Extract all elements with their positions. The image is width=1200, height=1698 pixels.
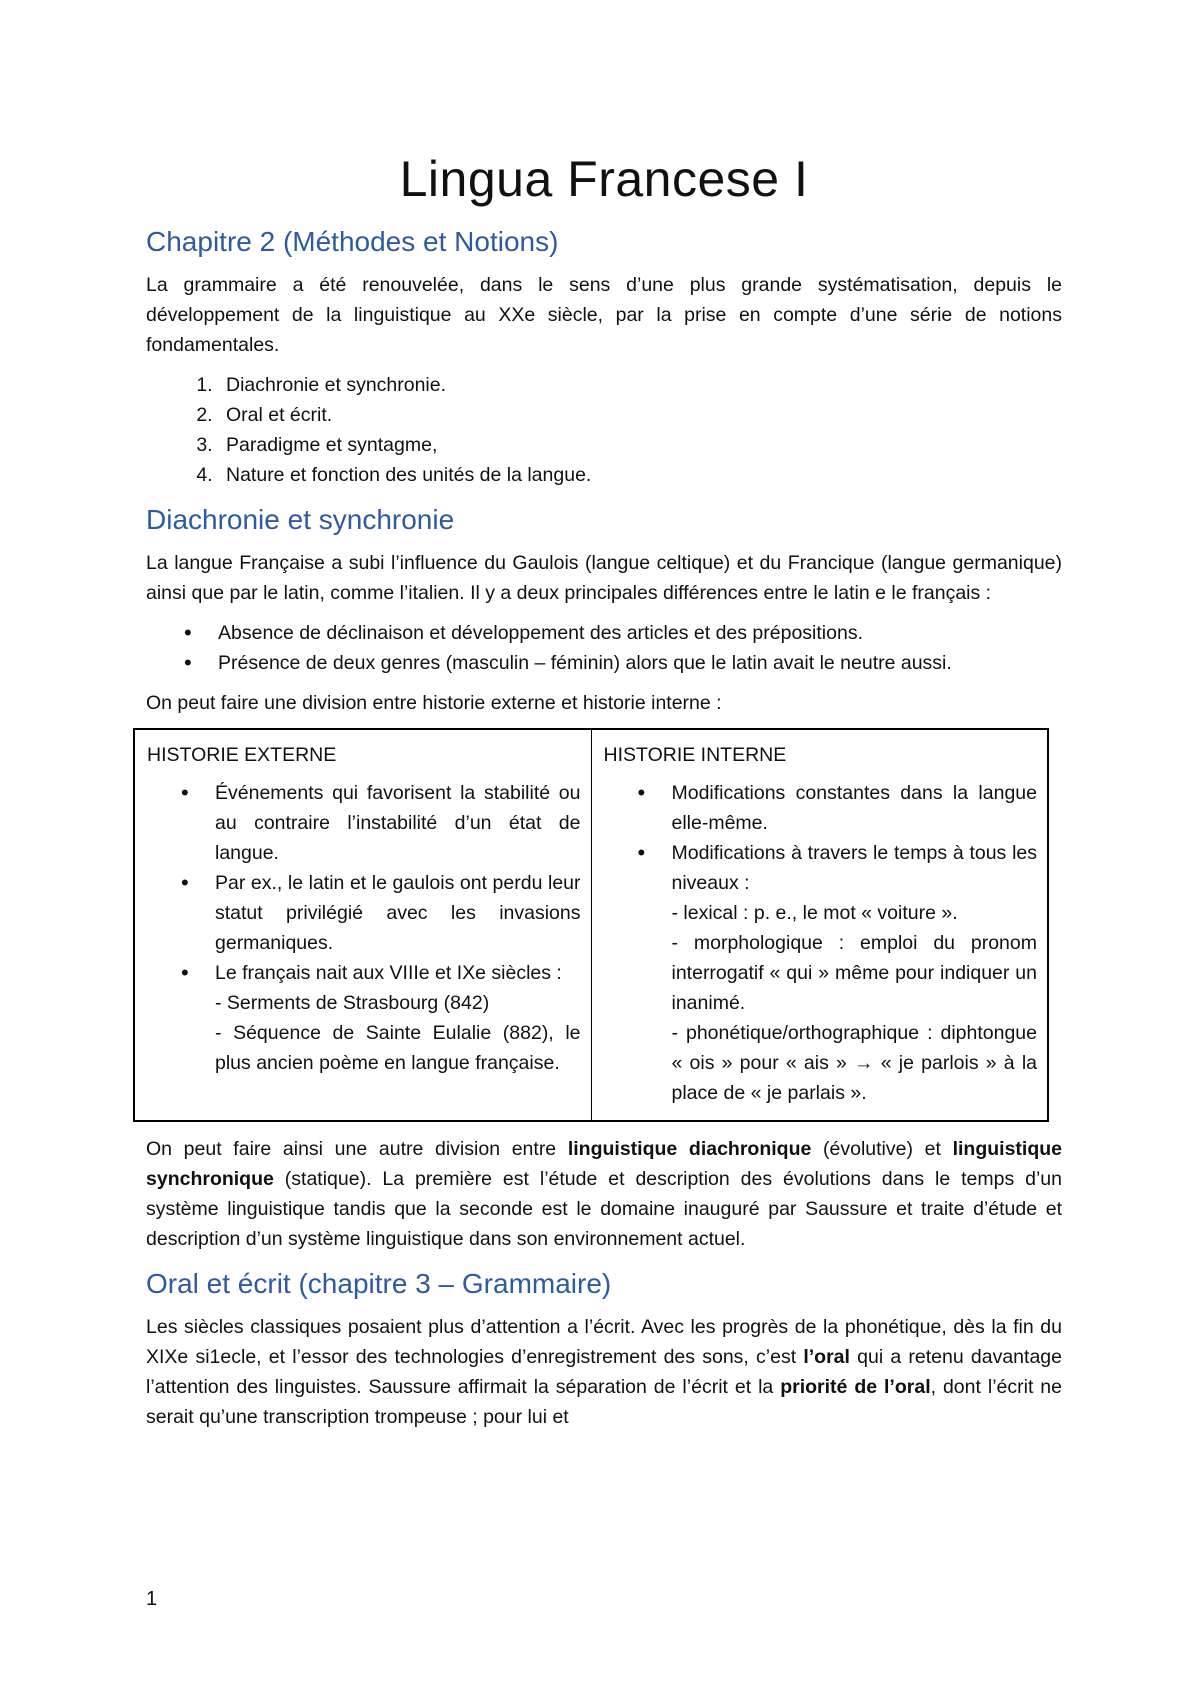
list-item: • Par ex., le latin et le gaulois ont perdu leur statut privilégié avec les invasions germaniques. xyxy=(215,868,581,958)
text-run: , dont l’écrit ne serait qu’une transcription trompeuse ; pour lui et xyxy=(146,1376,1062,1428)
historie-interne-header: HISTORIE INTERNE xyxy=(603,744,787,766)
item-text: Le français nait aux VIIIe et IXe siècles : xyxy=(215,962,562,984)
diachronie-heading: Diachronie et synchronie xyxy=(146,504,455,535)
linguistique-paragraph xyxy=(146,1134,1062,1254)
list-item: • Événements qui favorisent la stabilité ou au contraire l’instabilité d’un état de langue. xyxy=(215,778,581,868)
page-number: 1 xyxy=(146,1588,158,1610)
text-run: (évolutive) et xyxy=(811,1138,953,1160)
list-item: • Modifications constantes dans la langue elle-même. xyxy=(672,778,1038,838)
diachronie-paragraph: La langue Française a subi l’influence du Gaulois (langue celtique) et du Francique (langue germanique) ainsi que par le latin, comme l’italien. Il y a deux principales différences entre le latin e le français : xyxy=(146,552,1062,604)
differences-list xyxy=(146,618,1062,678)
historie-externe-header: HISTORIE EXTERNE xyxy=(147,744,337,766)
historie-externe-cell xyxy=(134,729,591,1121)
historie-interne-cell xyxy=(591,729,1048,1121)
oral-heading: Oral et écrit (chapitre 3 – Grammaire) xyxy=(146,1268,612,1299)
list-item: 4. Nature et fonction des unités de la langue. xyxy=(218,460,1062,490)
sub-item: - Serments de Strasbourg (842) xyxy=(215,992,490,1014)
bold-term: linguistique synchronique xyxy=(146,1138,1062,1190)
notions-list xyxy=(146,370,1062,490)
bold-term: l’oral xyxy=(803,1346,850,1368)
list-item: • Présence de deux genres (masculin – féminin) alors que le latin avait le neutre aussi. xyxy=(218,648,1062,678)
sub-item: - Séquence de Sainte Eulalie (882), le plus ancien poème en langue française. xyxy=(215,1022,581,1074)
list-item: 1. Diachronie et synchronie. xyxy=(218,370,1062,400)
historie-externe-list xyxy=(147,778,581,1078)
bold-term: priorité de l’oral xyxy=(780,1376,931,1398)
list-item: • Absence de déclinaison et développement des articles et des prépositions. xyxy=(218,618,1062,648)
text-run: (statique). La première est l’étude et description des évolutions dans le temps d’un système linguistique tandis que la seconde est le domaine inauguré par Saussure et traite d’étude et description d’un système linguistique dans son environnement actuel. xyxy=(146,1168,1062,1250)
text-run: qui a retenu davantage l’attention des linguistes. Saussure affirmait la séparation de l’écrit et la xyxy=(146,1346,1062,1398)
list-item: 2. Oral et écrit. xyxy=(218,400,1062,430)
item-text: Modifications à travers le temps à tous les niveaux : xyxy=(671,842,1037,894)
document-page xyxy=(146,150,1062,1442)
sub-item: - phonétique/orthographique : diphtongue « ois » pour « ais » → « je parlois » à la place de « je parlais ». xyxy=(671,1022,1037,1104)
list-item xyxy=(672,838,1038,1108)
historie-table xyxy=(133,728,1049,1122)
bold-term: linguistique diachronique xyxy=(567,1138,812,1160)
sub-item: - lexical : p. e., le mot « voiture ». xyxy=(671,902,958,924)
document-title: Lingua Francese I xyxy=(399,151,809,207)
division-intro: On peut faire une division entre historie externe et historie interne : xyxy=(146,692,722,714)
chapter-heading: Chapitre 2 (Méthodes et Notions) xyxy=(146,226,559,257)
oral-paragraph xyxy=(146,1312,1062,1432)
historie-interne-list xyxy=(604,778,1038,1108)
list-item: 3. Paradigme et syntagme, xyxy=(218,430,1062,460)
text-run: On peut faire ainsi une autre division entre xyxy=(146,1138,568,1160)
chapter-intro: La grammaire a été renouvelée, dans le sens d’une plus grande systématisation, depuis le développement de la linguistique au XXe siècle, par la prise en compte d’une série de notions fondamentales. xyxy=(146,274,1062,356)
text-run: Les siècles classiques posaient plus d’attention a l’écrit. Avec les progrès de la phonétique, dès la fin du XIXe si1ecle, et l’essor des technologies d’enregistrement des sons, c’est xyxy=(146,1316,1062,1368)
list-item xyxy=(215,958,581,1078)
sub-item: - morphologique : emploi du pronom interrogatif « qui » même pour indiquer un inanimé. xyxy=(671,932,1037,1014)
